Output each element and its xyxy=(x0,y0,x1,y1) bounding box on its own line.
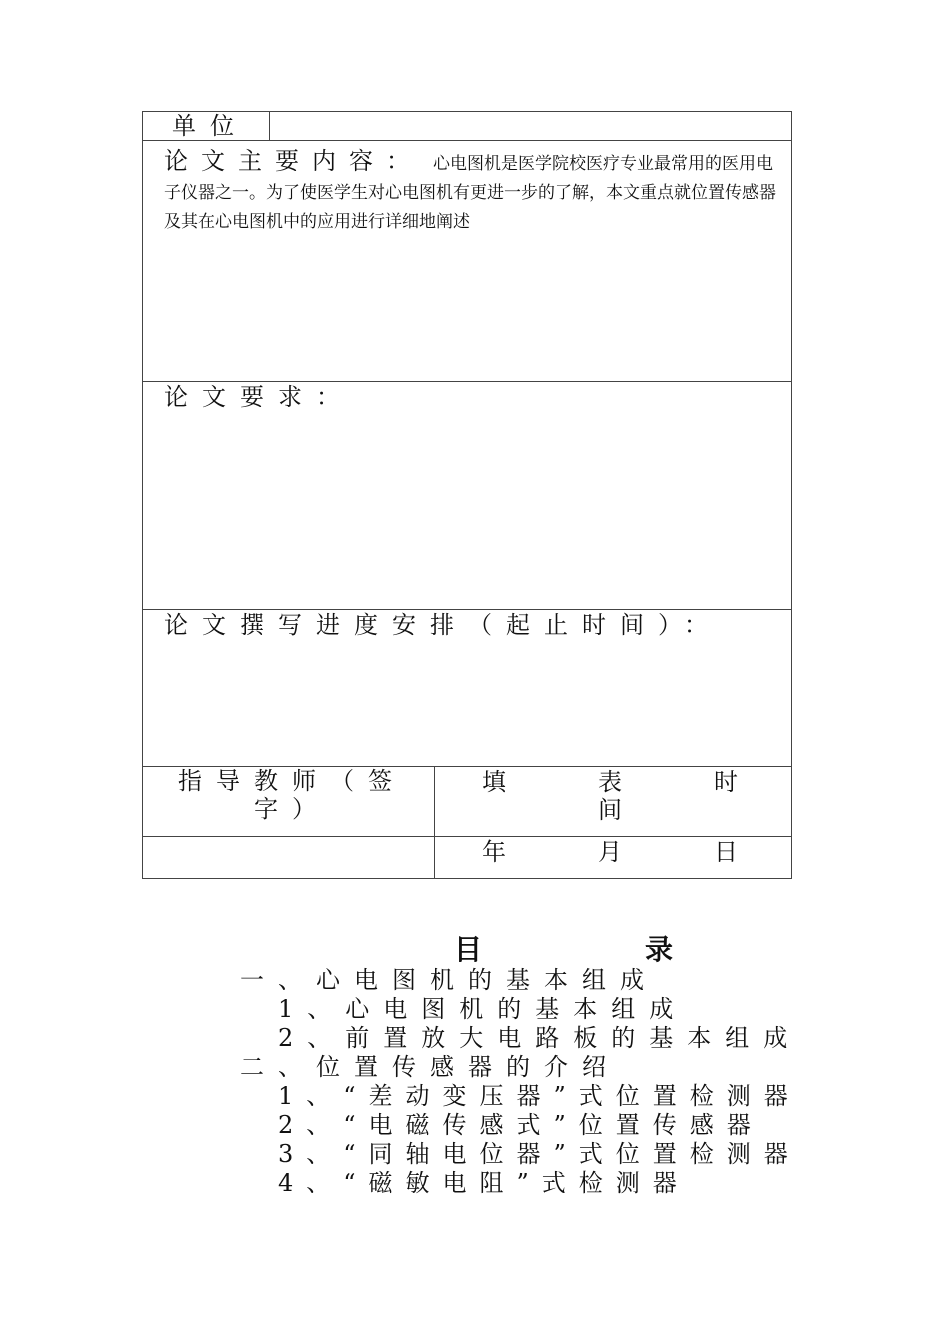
row-divider-5 xyxy=(142,836,792,837)
month-label: 月 xyxy=(598,838,622,866)
fill-label: 填 xyxy=(482,768,506,796)
toc-item-3: 2、前置放大电路板的基本组成 xyxy=(278,1024,802,1052)
row-divider-1 xyxy=(142,140,792,141)
toc-item-8: 4、“磁敏电阻”式检测器 xyxy=(278,1169,690,1197)
unit-label: 单位 xyxy=(172,112,248,140)
toc-item-1: 一、心电图机的基本组成 xyxy=(240,966,658,994)
advisor-label-line2: 字） xyxy=(254,795,330,823)
toc-item-7: 3、“同轴电位器”式位置检测器 xyxy=(278,1140,801,1168)
toc-item-2: 1、心电图机的基本组成 xyxy=(278,995,688,1023)
content-label: 论文主要内容： xyxy=(164,147,423,175)
schedule-label: 论文撰写进度安排（起止时间）： xyxy=(164,611,722,639)
toc-item-5: 1、“差动变压器”式位置检测器 xyxy=(278,1082,801,1110)
toc-item-4: 二、位置传感器的介绍 xyxy=(240,1053,620,1081)
row-divider-3 xyxy=(142,609,792,610)
content-cell xyxy=(164,147,786,237)
day-label: 日 xyxy=(714,838,738,866)
toc-title-right: 录 xyxy=(645,933,674,966)
year-label: 年 xyxy=(482,838,506,866)
content-text: 心电图机是医学院校医疗专业最常用的医用电子仪器之一。为了使医学生对心电图机有更进一步的了解，本文重点就位置传感器及其在心电图机中的应用进行详细地阐述 xyxy=(164,154,776,232)
toc-item-6: 2、“电磁传感式”位置传感器 xyxy=(278,1111,764,1139)
requirements-label: 论文要求： xyxy=(164,383,354,411)
toc-title-left: 目 xyxy=(454,933,483,966)
unit-divider xyxy=(269,111,270,141)
bottom-col-divider xyxy=(434,766,435,879)
row-divider-2 xyxy=(142,381,792,382)
time-label: 时 xyxy=(714,768,738,796)
advisor-label-line1: 指导教师（签 xyxy=(178,767,406,795)
jian-label: 间 xyxy=(598,796,622,824)
table-label: 表 xyxy=(598,768,622,796)
